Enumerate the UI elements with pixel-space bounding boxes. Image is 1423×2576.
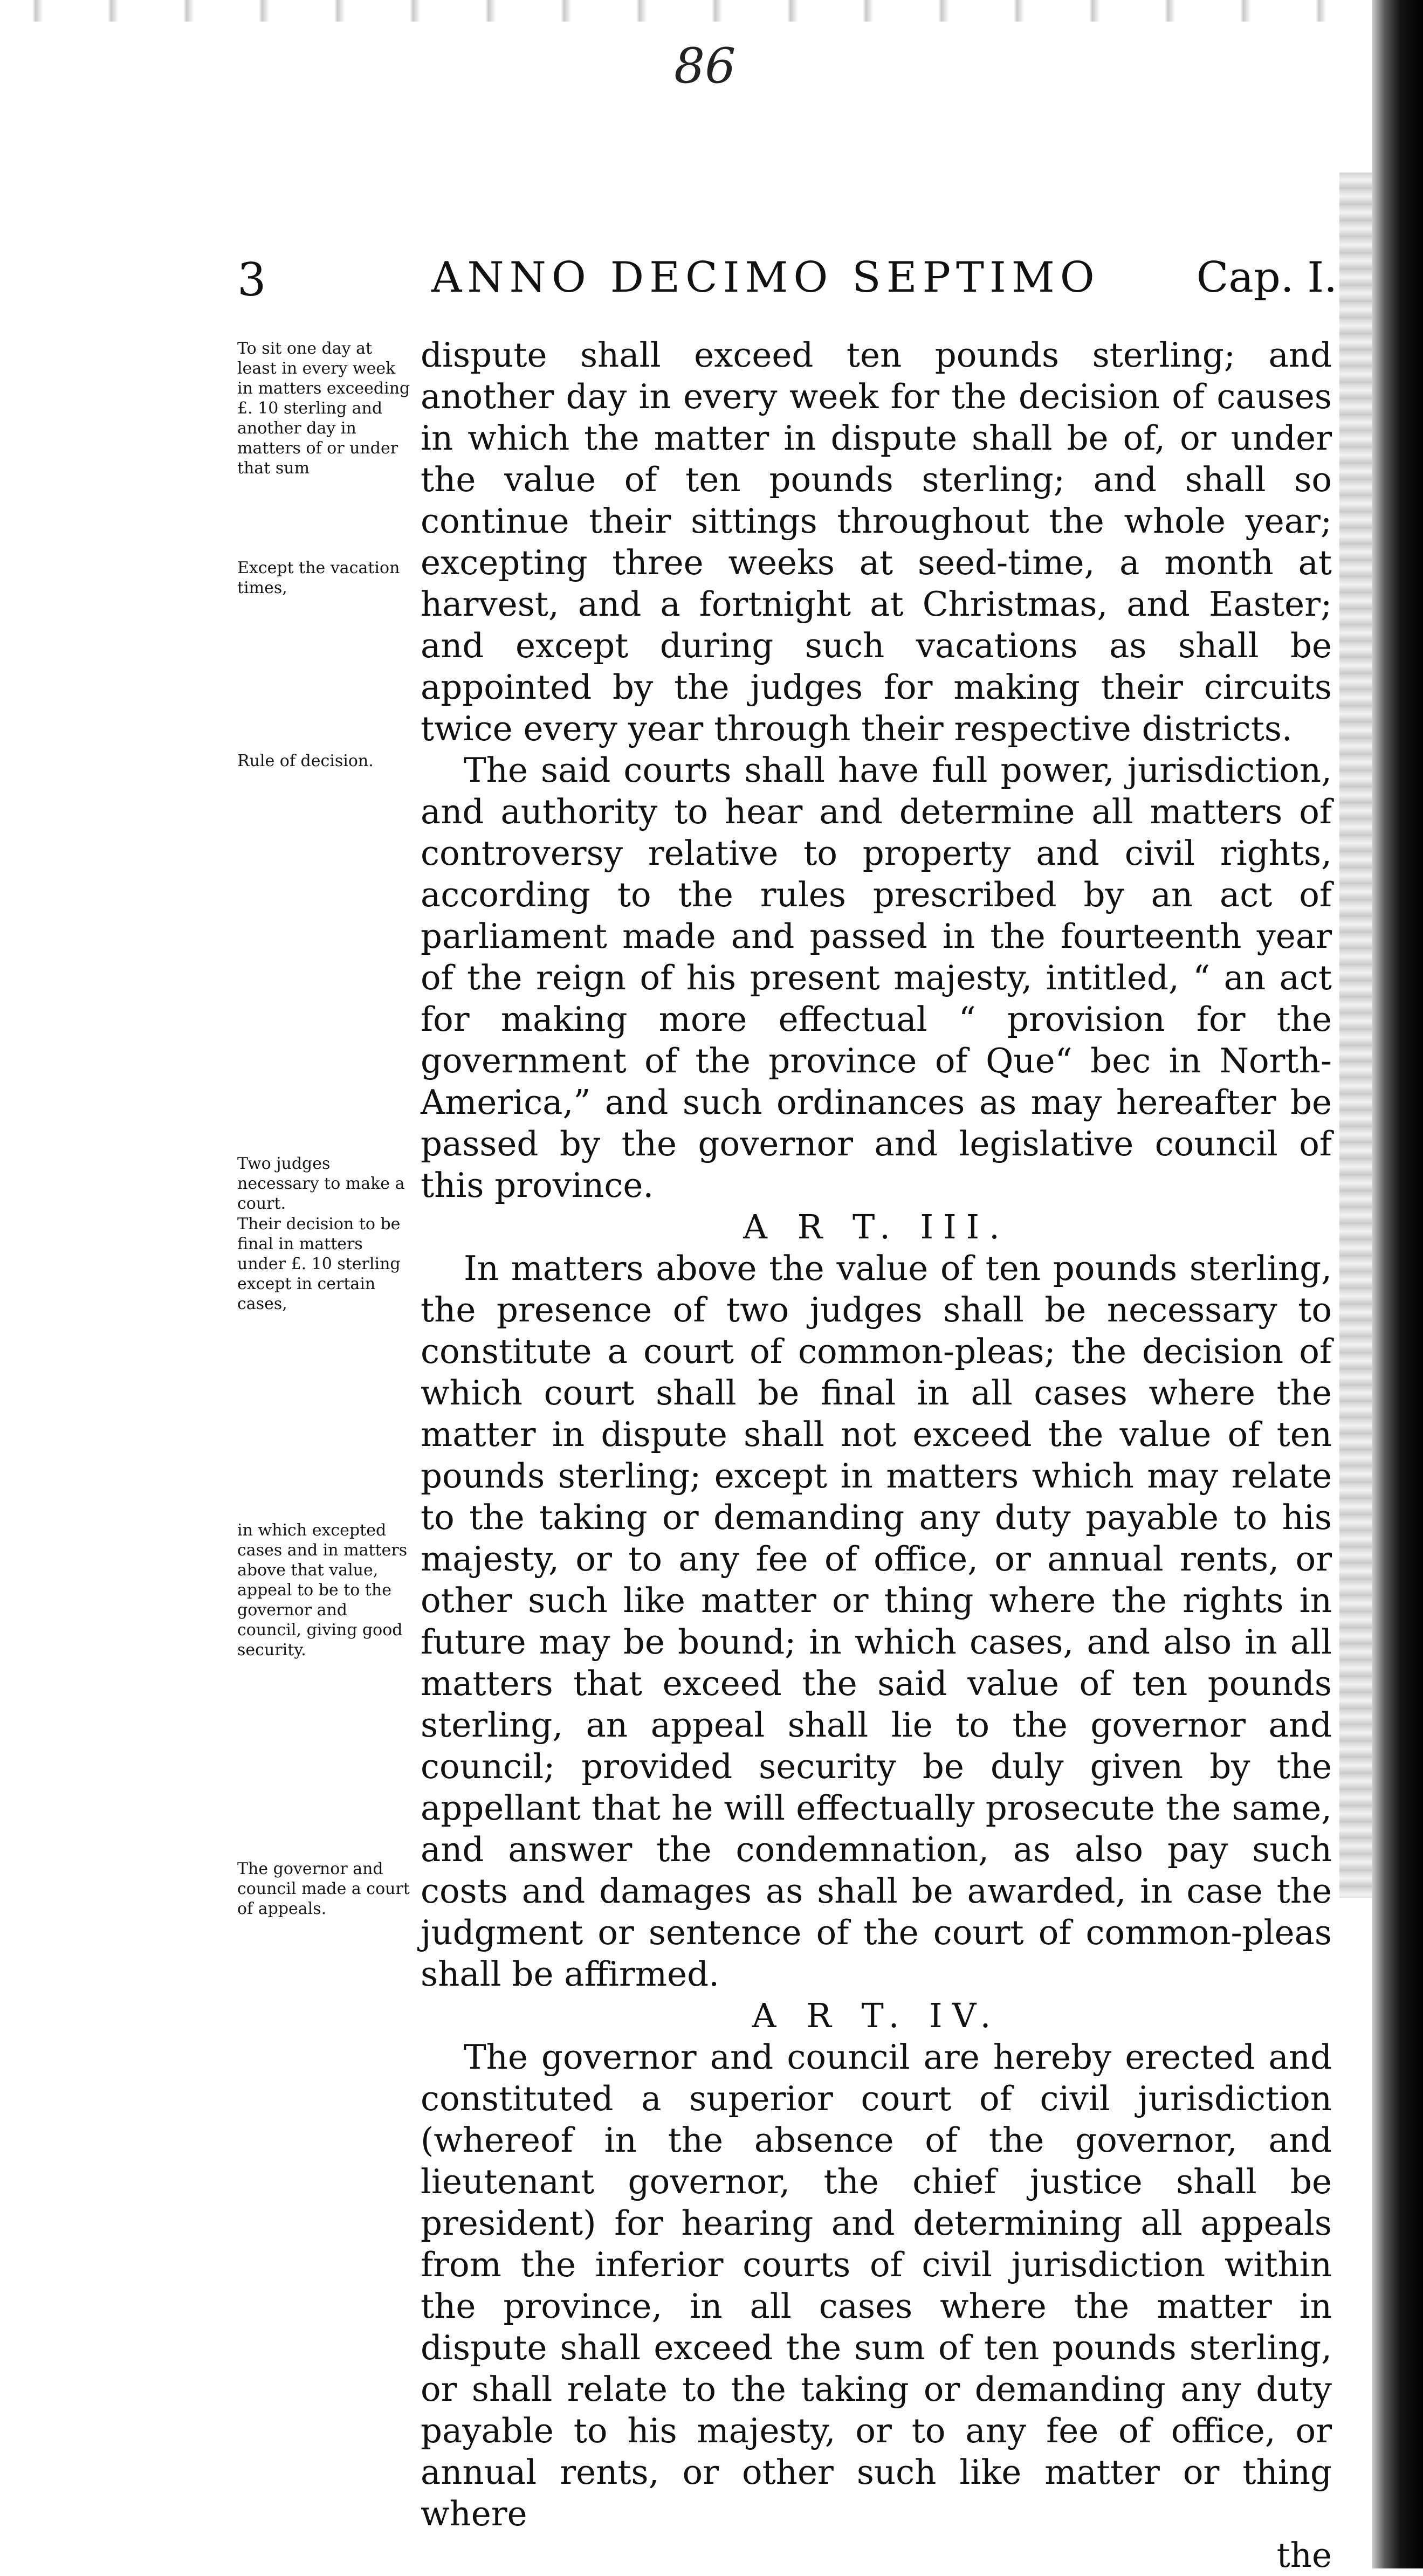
margin-note-rule: Rule of decision.: [237, 752, 374, 770]
binding-edge-shadow: [1372, 0, 1423, 2568]
folio-number: 86: [674, 38, 736, 94]
running-head: [237, 253, 1337, 313]
margin-note-decision-final: Their decision to be final in matters under £. 10 sterling except in certain cases,: [237, 1215, 401, 1313]
margin-note-sittings: To sit one day at least in every week in matters exceeding £. 10 sterling and another day in matters of or under that sum: [237, 339, 410, 478]
margin-note-two-judges: Two judges necessary to make a court.: [237, 1154, 405, 1213]
margin-note-appeal: in which excepted cases and in matters above that value, appeal to be to the governor and council, giving good security.: [237, 1521, 408, 1659]
paragraph-4: The governor and council are hereby erected and constituted a superior court of civil jurisdiction (whereof in the absence of the governor, and lieutenant governor, the chief justice shall be president) for hearing and determining all appeals from the inferior courts of civil jurisdiction within the province, in all cases where the matter in dispute shall exceed the sum of ten pounds sterling, or shall relate to the taking or demanding any duty payable to his majesty, or to any fee of office, or annual rents, or other such like matter or thing where: [421, 2037, 1332, 2533]
main-text-block: [421, 334, 1332, 2576]
catchword: the: [1276, 2536, 1332, 2575]
top-edge-smudge: [0, 0, 1370, 22]
chapter-label: Cap. I.: [1196, 253, 1337, 302]
article-4-heading: A R T. IV.: [752, 1996, 1001, 2035]
article-3-heading: A R T. III.: [743, 1207, 1009, 1246]
paragraph-3: In matters above the value of ten pounds sterling, the presence of two judges shall be necessary to constitute a court of common-pleas; the decision of which court shall be final in all cases where the matter in dispute shall not exceed the value of ten pounds sterling; except in matters which may relate to the taking or demanding any duty payable to his majesty, or to any fee of office, or annual rents, or other such like matter or thing where the rights in future may be bound; in which cases, and also in all matters that exceed the said value of ten pounds sterling, an appeal shall lie to the governor and council; provided security be duly given by the appellant that he will effectually prosecute the same, and answer the condemnation, as also pay such costs and damages as shall be awarded, in case the judgment or sentence of the court of common-pleas shall be affirmed.: [421, 1249, 1332, 1994]
running-head-title: ANNO DECIMO SEPTIMO: [431, 253, 1100, 302]
margin-note-vacations: Except the vacation times,: [237, 559, 400, 597]
page-number: 3: [237, 253, 266, 306]
margin-note-court-appeals: The governor and council made a court of appeals.: [237, 1859, 410, 1918]
paragraph-2: The said courts shall have full power, jurisdiction, and authority to hear and determine all matters of controversy relative to property and civil rights, according to the rules prescribed by an act of parliament made and passed in the fourteenth year of the reign of his present majesty, intitled, “ an act for making more effectual “ provision for the government of the province of Que“ bec in North-America,” and such ordinances as may hereafter be passed by the governor and legislative council of this province.: [421, 750, 1332, 1205]
paragraph-1: dispute shall exceed ten pounds sterling; and another day in every week for the decision of causes in which the matter in dispute shall be of, or under the value of ten pounds sterling; and shall so continue their sittings throughout the whole year; excepting three weeks at seed-time, a month at harvest, and a fortnight at Christmas, and Easter; and except during such vacations as shall be appointed by the judges for making their circuits twice every year through their respective districts.: [421, 335, 1332, 748]
